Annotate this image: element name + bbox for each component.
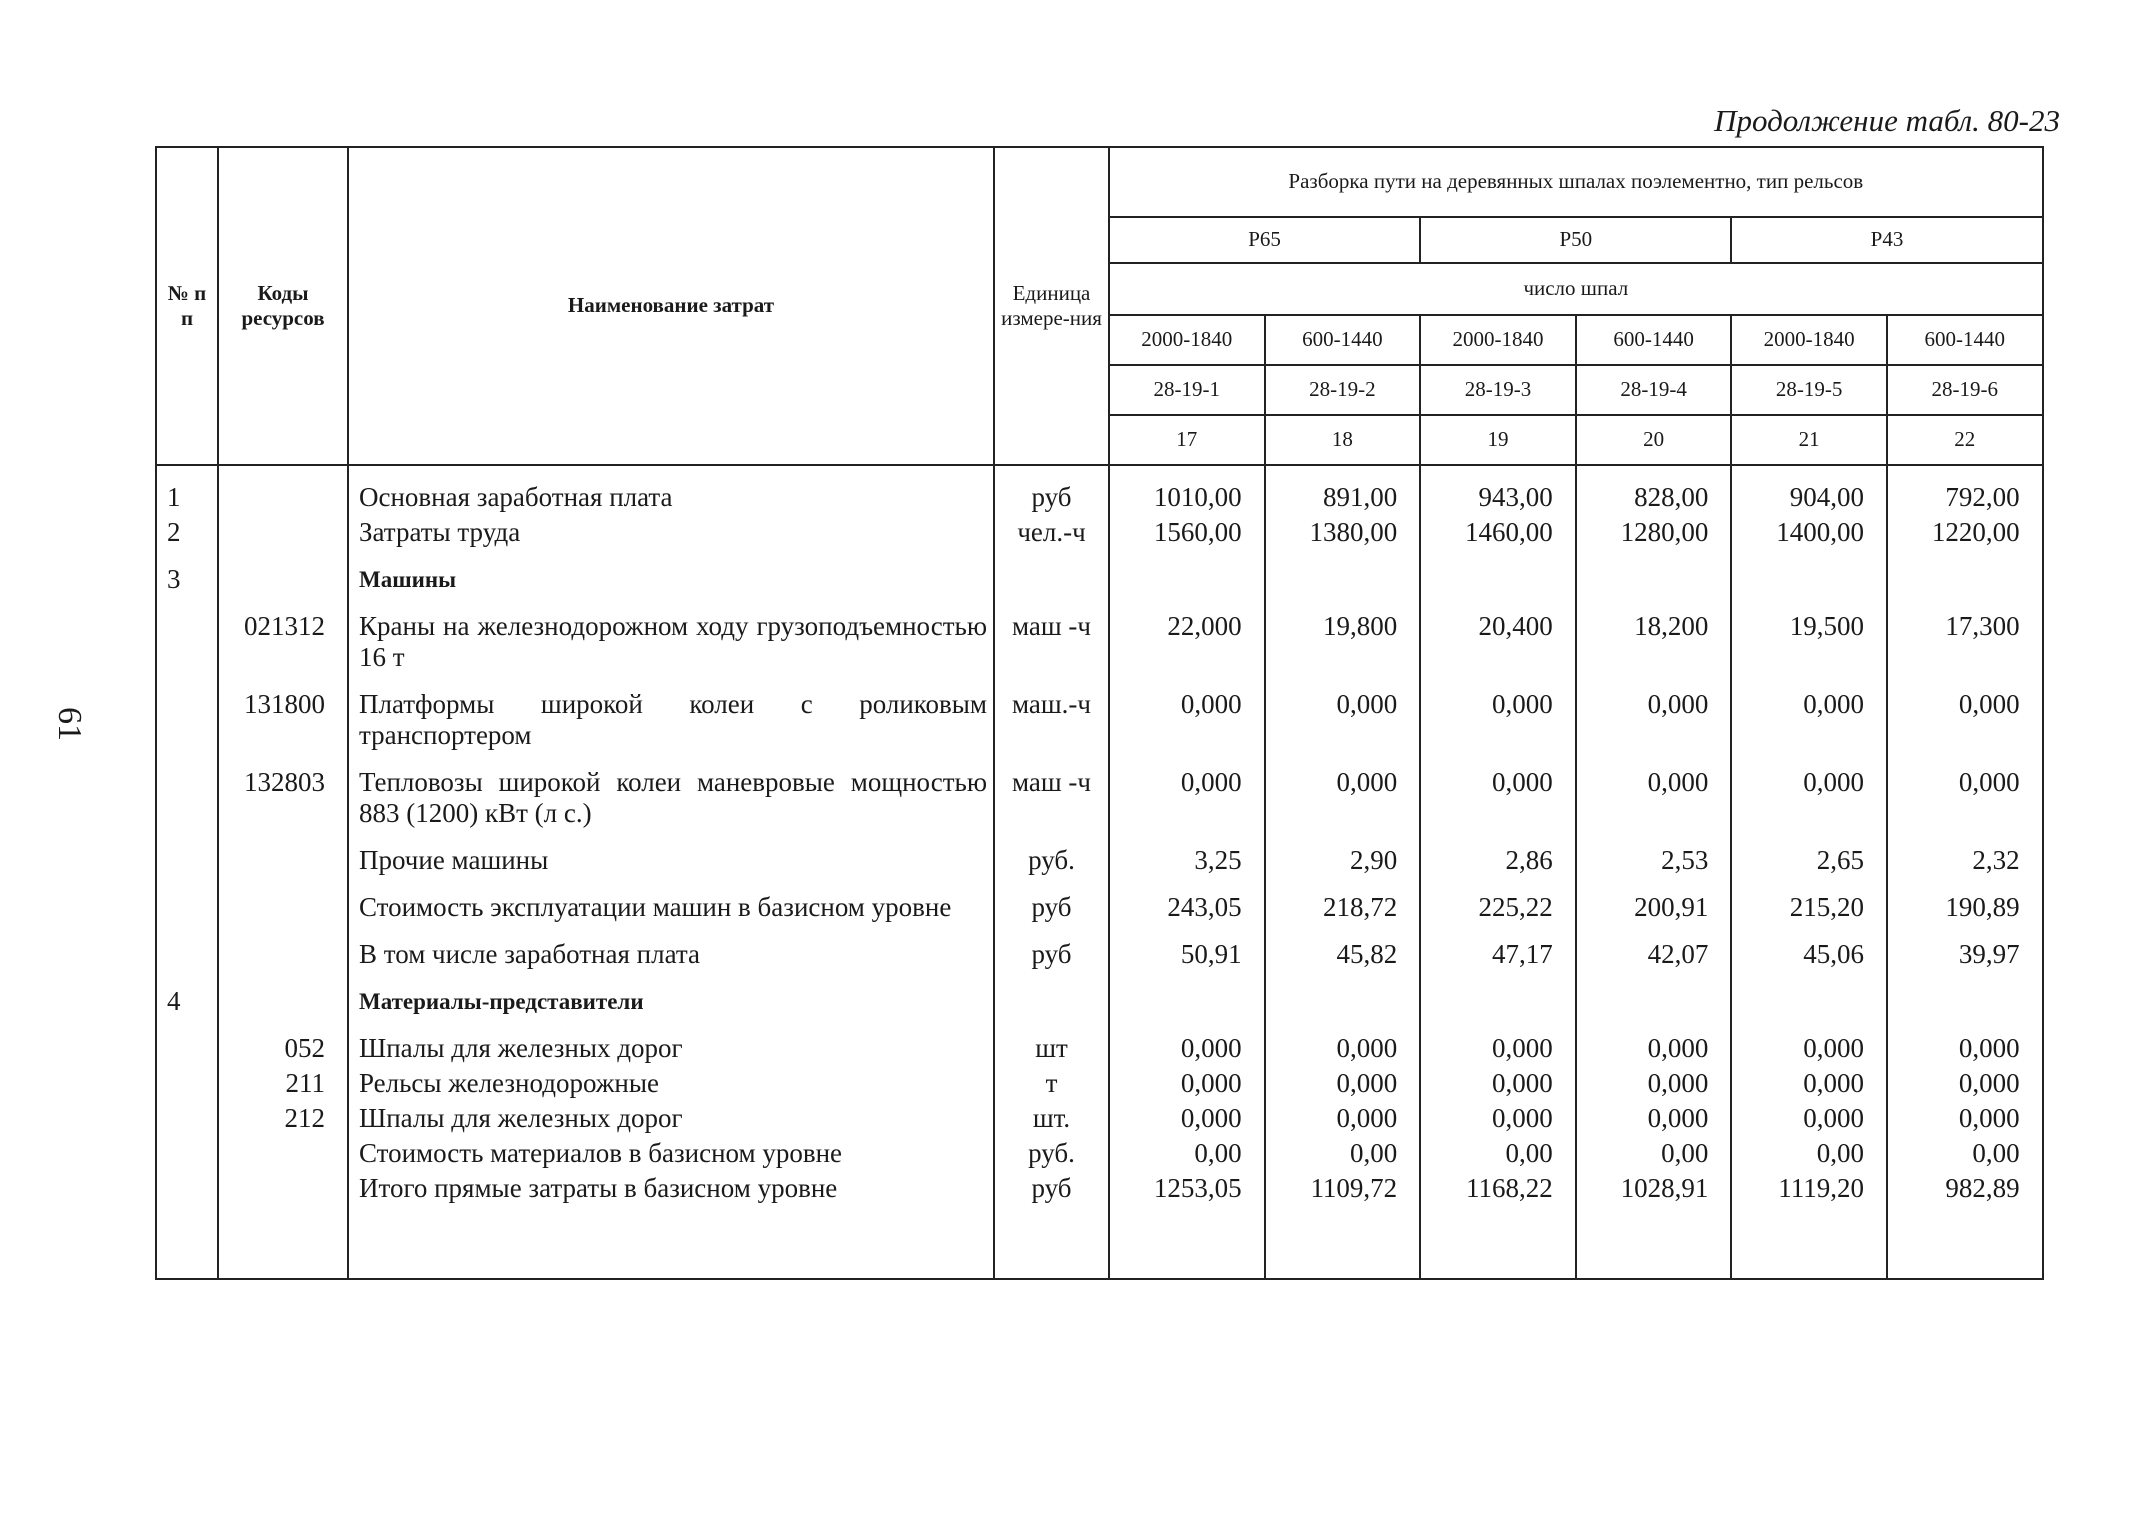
resource-code — [218, 465, 348, 515]
table-body — [156, 465, 2043, 1279]
resource-code: 052 — [218, 1031, 348, 1066]
table-continuation-title: Продолжение табл. 80-23 — [1714, 103, 2060, 138]
header-rail-type: Р65 — [1109, 217, 1420, 263]
resource-code — [218, 515, 348, 562]
value-cell — [1731, 984, 1887, 1031]
value-cell: 891,00 — [1265, 465, 1421, 515]
value-cell: 1380,00 — [1265, 515, 1421, 562]
unit-cell: руб — [994, 890, 1109, 937]
value-cell: 0,000 — [1731, 1101, 1887, 1136]
row-number — [156, 1031, 218, 1066]
header-rail-type: Р43 — [1731, 217, 2042, 263]
header-sleeper-count: 2000-1840 — [1731, 315, 1887, 365]
value-cell: 0,000 — [1265, 765, 1421, 843]
value-cell: 0,000 — [1887, 687, 2043, 765]
table-row — [156, 1031, 2043, 1066]
section-row — [156, 562, 2043, 609]
value-cell: 0,000 — [1576, 1066, 1732, 1101]
value-cell: 42,07 — [1576, 937, 1732, 984]
empty-cell — [1731, 1206, 1887, 1279]
value-cell: 1253,05 — [1109, 1171, 1265, 1206]
resource-code — [218, 937, 348, 984]
header-cost-name: Наименование затрат — [348, 147, 994, 465]
unit-cell: руб. — [994, 843, 1109, 890]
table-row — [156, 937, 2043, 984]
value-cell: 0,000 — [1265, 1031, 1421, 1066]
value-cell: 0,000 — [1109, 1101, 1265, 1136]
value-cell: 0,000 — [1731, 1031, 1887, 1066]
section-row — [156, 984, 2043, 1031]
value-cell: 2,53 — [1576, 843, 1732, 890]
row-number — [156, 937, 218, 984]
cost-name: Прочие машины — [348, 843, 994, 890]
table-bottom-spacer — [156, 1206, 2043, 1279]
value-cell: 20,400 — [1420, 609, 1576, 687]
header-column-number: 20 — [1576, 415, 1732, 465]
value-cell: 1028,91 — [1576, 1171, 1732, 1206]
empty-cell — [1265, 1206, 1421, 1279]
value-cell: 0,000 — [1731, 765, 1887, 843]
value-cell: 0,000 — [1887, 1031, 2043, 1066]
cost-name: Материалы-представители — [348, 984, 994, 1031]
cost-name: Стоимость материалов в базисном уровне — [348, 1136, 994, 1171]
table-row — [156, 1136, 2043, 1171]
header-norm-code: 28-19-3 — [1420, 365, 1576, 415]
header-sleeper-count: 600-1440 — [1576, 315, 1732, 365]
value-cell: 0,000 — [1265, 687, 1421, 765]
value-cell: 943,00 — [1420, 465, 1576, 515]
resource-code — [218, 1136, 348, 1171]
row-number — [156, 1171, 218, 1206]
value-cell — [1576, 562, 1732, 609]
row-number — [156, 765, 218, 843]
value-cell: 1119,20 — [1731, 1171, 1887, 1206]
value-cell: 0,00 — [1109, 1136, 1265, 1171]
value-cell — [1887, 984, 2043, 1031]
value-cell: 0,000 — [1576, 1101, 1732, 1136]
table-row — [156, 465, 2043, 515]
empty-cell — [156, 1206, 218, 1279]
value-cell: 3,25 — [1109, 843, 1265, 890]
value-cell: 1400,00 — [1731, 515, 1887, 562]
unit-cell: руб — [994, 1171, 1109, 1206]
resource-code — [218, 843, 348, 890]
header-column-number: 21 — [1731, 415, 1887, 465]
value-cell: 1109,72 — [1265, 1171, 1421, 1206]
empty-cell — [994, 1206, 1109, 1279]
value-cell — [1731, 562, 1887, 609]
empty-cell — [1420, 1206, 1576, 1279]
table-row — [156, 1171, 2043, 1206]
unit-cell: т — [994, 1066, 1109, 1101]
empty-cell — [1887, 1206, 2043, 1279]
cost-name: Основная заработная плата — [348, 465, 994, 515]
unit-cell: маш.-ч — [994, 687, 1109, 765]
value-cell: 218,72 — [1265, 890, 1421, 937]
value-cell: 982,89 — [1887, 1171, 2043, 1206]
resource-code — [218, 984, 348, 1031]
value-cell: 45,82 — [1265, 937, 1421, 984]
cost-name: Тепловозы широкой колеи маневровые мощностью 883 (1200) кВт (л с.) — [348, 765, 994, 843]
resource-code — [218, 890, 348, 937]
value-cell: 19,500 — [1731, 609, 1887, 687]
value-cell: 0,000 — [1420, 765, 1576, 843]
unit-cell: маш -ч — [994, 609, 1109, 687]
value-cell: 0,000 — [1109, 1031, 1265, 1066]
value-cell: 39,97 — [1887, 937, 2043, 984]
value-cell: 0,000 — [1887, 1101, 2043, 1136]
header-norm-code: 28-19-1 — [1109, 365, 1265, 415]
header-sleeper-count: 600-1440 — [1887, 315, 2043, 365]
row-number — [156, 1136, 218, 1171]
cost-name: Шпалы для железных дорог — [348, 1031, 994, 1066]
value-cell: 200,91 — [1576, 890, 1732, 937]
value-cell: 0,000 — [1731, 1066, 1887, 1101]
table-row — [156, 687, 2043, 765]
unit-cell: шт — [994, 1031, 1109, 1066]
empty-cell — [348, 1206, 994, 1279]
table-row — [156, 765, 2043, 843]
unit-cell — [994, 562, 1109, 609]
value-cell — [1420, 984, 1576, 1031]
header-group-title: Разборка пути на деревянных шпалах поэлементно, тип рельсов — [1109, 147, 2043, 217]
resource-code: 212 — [218, 1101, 348, 1136]
value-cell: 0,000 — [1109, 1066, 1265, 1101]
value-cell — [1109, 984, 1265, 1031]
empty-cell — [218, 1206, 348, 1279]
header-sleeper-count: 2000-1840 — [1420, 315, 1576, 365]
cost-name: Машины — [348, 562, 994, 609]
value-cell: 0,000 — [1265, 1066, 1421, 1101]
table-row — [156, 515, 2043, 562]
value-cell: 50,91 — [1109, 937, 1265, 984]
table-row — [156, 1101, 2043, 1136]
unit-cell — [994, 984, 1109, 1031]
value-cell: 0,000 — [1887, 765, 2043, 843]
unit-cell: руб — [994, 465, 1109, 515]
value-cell: 0,000 — [1887, 1066, 2043, 1101]
value-cell: 19,800 — [1265, 609, 1421, 687]
row-number: 3 — [156, 562, 218, 609]
value-cell — [1576, 984, 1732, 1031]
value-cell: 215,20 — [1731, 890, 1887, 937]
cost-name: Итого прямые затраты в базисном уровне — [348, 1171, 994, 1206]
value-cell: 190,89 — [1887, 890, 2043, 937]
resource-code: 211 — [218, 1066, 348, 1101]
value-cell — [1109, 562, 1265, 609]
value-cell: 17,300 — [1887, 609, 2043, 687]
value-cell: 1168,22 — [1420, 1171, 1576, 1206]
row-number: 1 — [156, 465, 218, 515]
value-cell: 0,00 — [1576, 1136, 1732, 1171]
resource-code: 021312 — [218, 609, 348, 687]
row-number — [156, 1066, 218, 1101]
value-cell: 45,06 — [1731, 937, 1887, 984]
header-column-number: 19 — [1420, 415, 1576, 465]
cost-name: Краны на железнодорожном ходу грузоподъемностью 16 т — [348, 609, 994, 687]
unit-cell: маш -ч — [994, 765, 1109, 843]
value-cell: 792,00 — [1887, 465, 2043, 515]
header-sleeper-subtitle: число шпал — [1109, 263, 2043, 315]
value-cell: 904,00 — [1731, 465, 1887, 515]
value-cell: 2,90 — [1265, 843, 1421, 890]
value-cell: 828,00 — [1576, 465, 1732, 515]
value-cell: 2,32 — [1887, 843, 2043, 890]
value-cell: 0,000 — [1109, 687, 1265, 765]
value-cell: 0,000 — [1109, 765, 1265, 843]
cost-name: Рельсы железнодорожные — [348, 1066, 994, 1101]
value-cell: 0,000 — [1576, 765, 1732, 843]
value-cell: 0,00 — [1420, 1136, 1576, 1171]
header-sleeper-count: 600-1440 — [1265, 315, 1421, 365]
value-cell: 0,000 — [1576, 687, 1732, 765]
value-cell: 1010,00 — [1109, 465, 1265, 515]
header-column-number: 17 — [1109, 415, 1265, 465]
cost-name: В том числе заработная плата — [348, 937, 994, 984]
value-cell: 243,05 — [1109, 890, 1265, 937]
resource-code — [218, 1171, 348, 1206]
header-rail-type: Р50 — [1420, 217, 1731, 263]
table-row — [156, 1066, 2043, 1101]
unit-cell: руб. — [994, 1136, 1109, 1171]
header-sleeper-count: 2000-1840 — [1109, 315, 1265, 365]
table-header — [156, 147, 2043, 465]
row-number — [156, 609, 218, 687]
row-number — [156, 890, 218, 937]
value-cell: 0,000 — [1576, 1031, 1732, 1066]
value-cell: 0,000 — [1420, 1031, 1576, 1066]
value-cell: 1220,00 — [1887, 515, 2043, 562]
unit-cell: шт. — [994, 1101, 1109, 1136]
value-cell: 0,000 — [1420, 687, 1576, 765]
value-cell: 0,000 — [1731, 687, 1887, 765]
value-cell: 47,17 — [1420, 937, 1576, 984]
value-cell: 0,00 — [1265, 1136, 1421, 1171]
row-number — [156, 843, 218, 890]
table-row — [156, 843, 2043, 890]
value-cell: 0,000 — [1420, 1101, 1576, 1136]
header-row-number: № п п — [156, 147, 218, 465]
unit-cell: чел.-ч — [994, 515, 1109, 562]
value-cell: 225,22 — [1420, 890, 1576, 937]
value-cell — [1265, 984, 1421, 1031]
value-cell: 1560,00 — [1109, 515, 1265, 562]
value-cell: 0,00 — [1887, 1136, 2043, 1171]
empty-cell — [1576, 1206, 1732, 1279]
resource-code: 131800 — [218, 687, 348, 765]
resource-cost-table — [155, 146, 2044, 1280]
header-column-number: 18 — [1265, 415, 1421, 465]
value-cell — [1265, 562, 1421, 609]
row-number: 2 — [156, 515, 218, 562]
page-number: 61 — [51, 707, 88, 741]
header-norm-code: 28-19-6 — [1887, 365, 2043, 415]
header-resource-codes: Коды ресурсов — [218, 147, 348, 465]
resource-code: 132803 — [218, 765, 348, 843]
cost-name: Затраты труда — [348, 515, 994, 562]
cost-name: Платформы широкой колеи с роликовым транспортером — [348, 687, 994, 765]
row-number — [156, 687, 218, 765]
value-cell: 2,65 — [1731, 843, 1887, 890]
value-cell: 0,000 — [1265, 1101, 1421, 1136]
value-cell — [1887, 562, 2043, 609]
value-cell: 18,200 — [1576, 609, 1732, 687]
value-cell: 22,000 — [1109, 609, 1265, 687]
header-norm-code: 28-19-2 — [1265, 365, 1421, 415]
table-row — [156, 890, 2043, 937]
cost-name: Шпалы для железных дорог — [348, 1101, 994, 1136]
value-cell: 0,000 — [1420, 1066, 1576, 1101]
header-unit: Единица измере-ния — [994, 147, 1109, 465]
value-cell: 2,86 — [1420, 843, 1576, 890]
value-cell: 1280,00 — [1576, 515, 1732, 562]
row-number — [156, 1101, 218, 1136]
table-row — [156, 609, 2043, 687]
header-norm-code: 28-19-5 — [1731, 365, 1887, 415]
value-cell: 1460,00 — [1420, 515, 1576, 562]
header-column-number: 22 — [1887, 415, 2043, 465]
row-number: 4 — [156, 984, 218, 1031]
cost-name: Стоимость эксплуатации машин в базисном уровне — [348, 890, 994, 937]
value-cell: 0,00 — [1731, 1136, 1887, 1171]
empty-cell — [1109, 1206, 1265, 1279]
resource-code — [218, 562, 348, 609]
unit-cell: руб — [994, 937, 1109, 984]
header-norm-code: 28-19-4 — [1576, 365, 1732, 415]
value-cell — [1420, 562, 1576, 609]
